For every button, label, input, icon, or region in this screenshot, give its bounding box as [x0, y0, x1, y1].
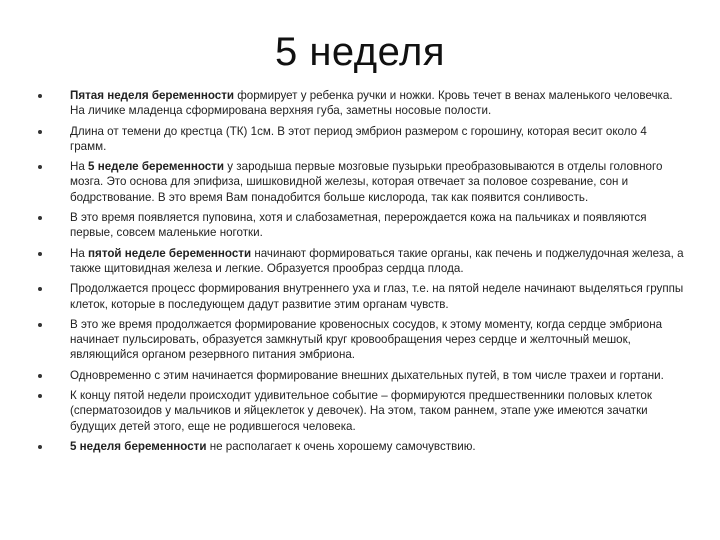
bullet-item — [38, 281, 686, 312]
slide-title: 5 неделя — [274, 30, 446, 74]
bullet-item — [38, 88, 686, 119]
bullet-item — [38, 388, 686, 434]
bullet-item — [38, 159, 686, 205]
bullet-item — [38, 246, 686, 277]
bullet-dot-icon — [38, 216, 42, 220]
bullet-text: В это же время продолжается формирование кровеносных сосудов, к этому моменту, когда сердце эмбриона начинает пульсировать, образуется замкнутый круг кровообращения через сердце и желточный мешок, являющийся органом резервного питания эмбриона. — [70, 317, 663, 362]
bullet-item — [38, 210, 686, 241]
bullet-dot-icon — [38, 252, 42, 256]
bullet-text: В это время появляется пуповина, хотя и слабозаметная, перерождается кожа на пальчиках и появляются первые, совсем маленькие ноготки. — [70, 211, 647, 240]
bullet-emphasis: Пятая неделя беременности — [70, 89, 235, 102]
bullet-text: начинают формироваться такие органы, как печень и поджелудочная железа, а также щитовидная железа и легкие. Образуется прообраз сердца плода. — [70, 246, 684, 275]
bullet-dot-icon — [38, 323, 42, 327]
bullet-text: Одновременно с этим начинается формирование внешних дыхательных путей, в том числе трахеи и гортани. — [70, 368, 664, 382]
bullet-text: На — [70, 160, 89, 174]
bullet-emphasis: 5 неделя беременности — [70, 439, 207, 453]
bullet-dot-icon — [38, 165, 42, 169]
bullet-dot-icon — [38, 394, 42, 398]
bullet-emphasis: пятой неделе беременности — [88, 246, 252, 260]
bullet-list — [38, 88, 686, 459]
bullet-dot-icon — [38, 130, 42, 134]
bullet-item — [38, 439, 686, 454]
bullet-dot-icon — [38, 287, 42, 291]
bullet-dot-icon — [38, 445, 42, 449]
bullet-text: На — [70, 246, 89, 260]
bullet-emphasis: 5 неделе беременности — [88, 160, 225, 174]
bullet-dot-icon — [38, 374, 42, 378]
bullet-item — [38, 124, 686, 155]
bullet-item — [38, 368, 686, 383]
bullet-text: у зародыша первые мозговые пузырьки преобразовываются в отделы головного мозга. Это основа для эпифиза, шишковидной железы, которая отвечает за половое созревание, сон и бодрствование. В это время Вам понадобится больше кислорода, так как появится сонливость. — [70, 160, 663, 204]
bullet-dot-icon — [38, 94, 42, 98]
bullet-text: не располагает к очень хорошему самочувствию. — [206, 439, 476, 453]
bullet-text: Длина от темени до крестца (ТК) 1см. В этот период эмбрион размером с горошину, которая весит около 4 грамм. — [70, 124, 647, 153]
bullet-text: К концу пятой недели происходит удивительное событие – формируются предшественники половых клеток (сперматозоидов у мальчиков и яйцеклеток у девочек). На этом, таком раннем, этапе уже имеются зачатки будущих детей этого, еще не родившегося человека. — [70, 389, 652, 433]
bullet-item — [38, 317, 686, 363]
bullet-text: формирует у ребенка ручки и ножки. Кровь течет в венах маленького человечка. На личике младенца сформирована верхняя губа, заметны носовые полости. — [70, 89, 673, 118]
bullet-text: Продолжается процесс формирования внутреннего уха и глаз, т.е. на пятой неделе начинают выделяться группы клеток, которые в последующем дадут развитие этим органам чувств. — [70, 282, 684, 311]
